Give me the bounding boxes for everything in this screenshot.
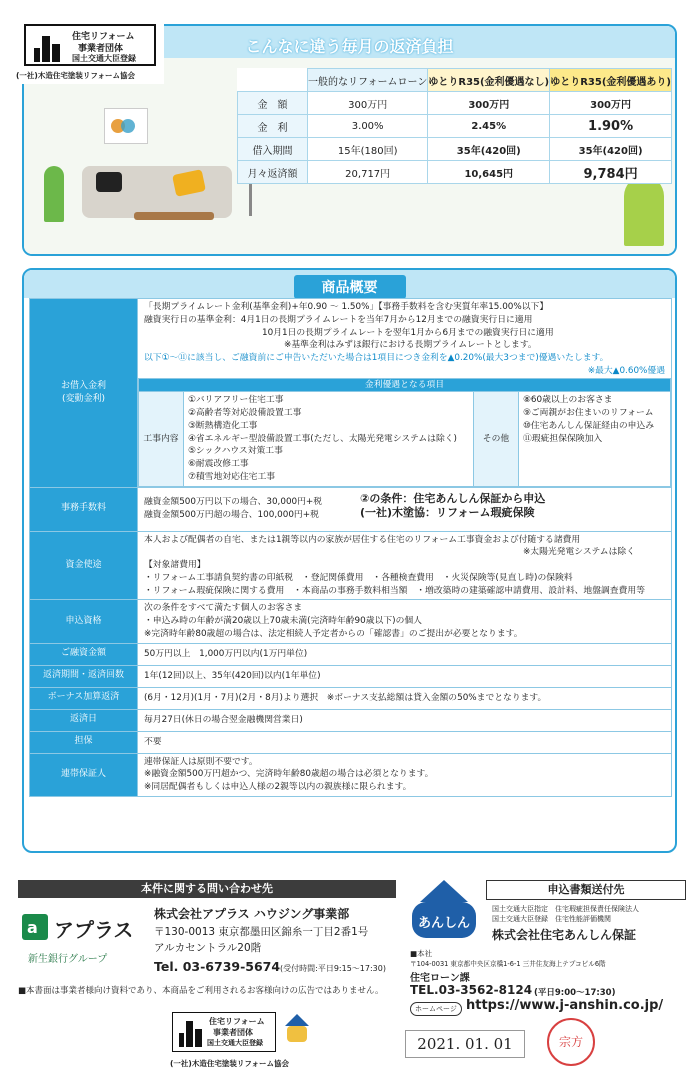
sender-address: 〒104-0031 東京都中央区京橋1-6-1 三井住友海上テプコビル6階 [410, 960, 606, 968]
table-cell: 35年(420回) [550, 138, 672, 161]
list-item: ①バリアフリー住宅工事 [188, 395, 284, 406]
table-row [30, 531, 672, 600]
bonus-value: (6月・12月)(1月・7月)(2月・8月)より選択 ※ボーナス支払総額は貸入金額の50%までとなります。 [138, 687, 672, 709]
logo-line3: 国土交通大臣登録 [207, 1039, 263, 1047]
preferential-table [138, 378, 671, 487]
table-row [30, 687, 672, 709]
table-cell: 2.45% [428, 115, 550, 138]
fee-line: 融資金額500万円超の場合、100,000円+税 [144, 510, 319, 520]
logo-line1: 住宅リフォーム [72, 32, 135, 42]
table-row [30, 665, 672, 687]
overview-table [29, 298, 672, 797]
table-cell: 300万円 [550, 92, 672, 115]
comparison-title: こんなに違う毎月の返済負担 [245, 37, 454, 56]
fee-note-line: ②の条件：住宅あんしん保証から申込 [360, 491, 546, 505]
collateral-label: 担保 [30, 731, 138, 753]
table-cell: 3.00% [308, 115, 428, 138]
rate-value [138, 299, 672, 488]
rate-line: ※基準金利はみずほ銀行における長期プライムレートとします。 [284, 340, 537, 351]
row-label: 金 利 [238, 115, 308, 138]
fee-note [360, 492, 545, 522]
sender-head-office: ■本社 [410, 949, 433, 958]
aplus-logo-icon: a [22, 914, 48, 940]
sender-cert2: 国土交通大臣登録 住宅性能評価機関 [492, 915, 611, 923]
list-item: ⑪瑕疵担保保険加入 [523, 433, 603, 444]
fee-line: 融資金額500万円以下の場合、30,000円+税 [144, 497, 323, 508]
rate-max: ※最大▲0.60%優遇 [587, 365, 665, 376]
row-label: 金 額 [238, 92, 308, 115]
sender-header: 申込書類送付先 [486, 880, 686, 900]
sender-tel: TEL.03-3562-8124 [410, 983, 533, 997]
amount-label: ご融資金額 [30, 643, 138, 665]
table-row [139, 378, 671, 392]
association-logo-box [24, 24, 156, 66]
payday-label: 返済日 [30, 709, 138, 731]
sender-company: 株式会社住宅あんしん保証 [492, 928, 637, 942]
rate-line: 融資実行日の基準金利：4月1日の長期プライムレートを当年7月から12月までの融資実行日に適用 [144, 314, 533, 325]
qual-label: 申込資格 [30, 600, 138, 643]
rate-blue-line: 以下①〜⑪に該当し、ご融資前にご申告いただいた場合は1項目につき金利を▲0.20%(最大3つまで)優遇いたします。 [144, 353, 609, 363]
fee-note-line: (一社)木塗協：リフォーム瑕疵保険 [360, 506, 535, 520]
qual-line: ※完済時年齢80歳超の場合は、法定相続人予定者からの「確認書」のご提出が必要となります。 [144, 628, 523, 639]
cushion [96, 172, 122, 192]
date-box [405, 1030, 525, 1058]
contact-hours: (受付時間:平日9:15〜17:30) [280, 964, 386, 973]
fee-value [138, 487, 672, 531]
use-line: ・リフォーム工事請負契約書の印紙税 ・登記関係費用 ・各種検査費用 ・火災保険等(見直し時)の保険料 [144, 572, 573, 583]
anshin-logo [408, 880, 478, 942]
guarantor-value [138, 753, 672, 796]
work-items [184, 392, 474, 486]
sender-hours: (平日9:00〜17:30) [534, 988, 616, 998]
contact-address1: 〒130-0013 東京都墨田区錦糸一丁目2番1号 [154, 926, 369, 938]
qual-line: ・申込み時の年齢が満20歳以上70歳未満(完済時年齢90歳以下)の個人 [144, 616, 422, 626]
amount-value: 50万円以上 1,000万円以内(1万円単位) [138, 643, 672, 665]
plant-right [624, 176, 664, 246]
column-header: ゆとりR35(金利優遇なし) [428, 69, 550, 92]
wall-art [104, 108, 148, 144]
use-value [138, 531, 672, 600]
payday-value: 毎月27日(休日の場合翌金融機関営業日) [138, 709, 672, 731]
other-label: その他 [474, 392, 519, 486]
sender-brand: あんしん [418, 916, 471, 931]
column-header: ゆとりR35(金利優遇あり) [550, 69, 672, 92]
list-item: ②高齢者等対応設備設置工事 [188, 408, 302, 418]
table-cell: 300万円 [308, 92, 428, 115]
seal-stamp [547, 1018, 595, 1066]
contact-company: 株式会社アプラス ハウジング事業部 [154, 907, 350, 921]
list-item: ⑤シックハウス対策工事 [188, 446, 283, 457]
mascot-icon [282, 1014, 312, 1050]
table-row [30, 731, 672, 753]
work-label: 工事内容 [139, 392, 184, 486]
date-text: 2021. 01. 01 [417, 1035, 513, 1053]
table-row [238, 138, 672, 161]
list-item: ⑨ご両親がお住まいのリフォーム [523, 408, 654, 418]
table-row [30, 709, 672, 731]
table-cell: 300万円 [428, 92, 550, 115]
overview-title: 商品概要 [294, 275, 406, 299]
period-value: 1年(12回)以上、35年(420回)以内(1年単位) [138, 665, 672, 687]
table-cell: 1.90% [550, 115, 672, 138]
other-items [519, 392, 671, 486]
disclaimer: ■本書面は事業者様向け資料であり、本商品をご利用されるお客様向けの広告ではありません。 [18, 986, 384, 996]
comparison-table [237, 68, 672, 184]
rate-label: お借入金利 (変動金利) [30, 299, 138, 488]
association-logo [14, 20, 164, 84]
contact-brand: アプラス [54, 918, 134, 942]
list-item: ⑥耐震改修工事 [188, 459, 249, 469]
use-line: ・リフォーム瑕疵保険に関する費用 ・本商品の事務手数料相当額 ・増改築時の建築確認申請費用、設計料、地盤調査費用等 [144, 585, 645, 596]
table-cell: 20,717円 [308, 161, 428, 184]
table-row [30, 753, 672, 796]
row-label: 借入期間 [238, 138, 308, 161]
guarantor-line: ※同居配偶者もしくは申込人様の2親等以内の親族様に限られます。 [144, 782, 412, 792]
plant-left [44, 166, 64, 222]
logo-line1: 住宅リフォーム [209, 1017, 265, 1026]
rate-line: 「長期プライムレート金利(基準金利)+年0.90 〜 1.50%」【事務手数料を含む実質年率15.00%以下】 [144, 302, 549, 312]
use-line: ※太陽光発電システムは除く [522, 547, 635, 558]
table-row [30, 299, 672, 488]
use-line: 【対象諸費用】 [144, 560, 206, 570]
list-item: ⑦積雪地対応住宅工事 [188, 471, 276, 482]
table-row [238, 161, 672, 184]
row-label: 月々返済額 [238, 161, 308, 184]
table-row [30, 487, 672, 531]
bottom-association-logo [170, 1010, 320, 1076]
logo-line3: 国土交通大臣登録 [72, 54, 136, 63]
homepage-label: ホームページ [410, 1002, 462, 1016]
logo-caption: (一社)木造住宅塗装リフォーム協会 [170, 1059, 289, 1068]
seal-text: 宗方 [558, 1035, 583, 1049]
fee-label: 事務手数料 [30, 487, 138, 531]
logo-caption: (一社)木造住宅塗装リフォーム協会 [16, 71, 135, 80]
association-logo-box [172, 1012, 276, 1052]
table-cell: 10,645円 [428, 161, 550, 184]
use-label: 資金使途 [30, 531, 138, 600]
period-label: 返済期間・返済回数 [30, 665, 138, 687]
collateral-value: 不要 [138, 731, 672, 753]
column-header: 一般的なリフォームローン [308, 69, 428, 92]
table-row [238, 69, 672, 92]
overview-panel [22, 268, 677, 853]
contact-section [18, 880, 396, 1000]
sender-section [408, 878, 688, 1028]
preferential-header: 金利優遇となる項目 [139, 378, 671, 392]
guarantor-line: ※融資金額500万円超かつ、完済時年齢80歳超の場合は必須となります。 [144, 769, 434, 780]
contact-address2: アルカセントラル20階 [154, 942, 262, 954]
guarantor-line: 連帯保証人は原則不要です。 [144, 756, 258, 767]
sender-cert1: 国土交通大臣指定 住宅瑕疵担保責任保険法人 [492, 905, 639, 913]
list-item: ③断熱構造化工事 [188, 420, 258, 431]
contact-header: 本件に関する問い合わせ先 [18, 880, 396, 898]
contact-group: 新生銀行グループ [28, 954, 108, 965]
table-row [30, 643, 672, 665]
table-row [238, 92, 672, 115]
table-row [139, 392, 671, 486]
table-cell: 9,784円 [550, 161, 672, 184]
guarantor-label: 連帯保証人 [30, 753, 138, 796]
contact-tel: Tel. 03-6739-5674 [154, 959, 281, 974]
list-item: ⑧60歳以上のお客さま [523, 395, 613, 406]
table-row [238, 115, 672, 138]
use-line: 本人および配偶者の自宅、または1親等以内の家族が居住する住宅のリフォーム工事資金および付随する諸費用 [144, 534, 581, 545]
sender-url[interactable]: https://www.j-anshin.co.jp/ [466, 998, 664, 1013]
sender-dept: 住宅ローン課 [410, 973, 470, 984]
qual-line: 次の条件をすべて満たす個人のお客さま [144, 603, 303, 614]
coffee-table [134, 212, 214, 220]
corner-cell [238, 69, 308, 92]
list-item: ④省エネルギー型設備設置工事(ただし、太陽光発電システムは除く) [188, 433, 457, 444]
table-cell: 35年(420回) [428, 138, 550, 161]
table-row [30, 600, 672, 643]
rate-line: 10月1日の長期プライムレートを翌年1月から6月までの融資実行日に適用 [262, 327, 554, 338]
logo-line2: 事業者団体 [213, 1028, 253, 1037]
overview-title-bar [24, 270, 675, 298]
bonus-label: ボーナス加算返済 [30, 687, 138, 709]
table-cell: 15年(180回) [308, 138, 428, 161]
qual-value [138, 600, 672, 643]
logo-line2: 事業者団体 [78, 44, 124, 54]
list-item: ⑩住宅あんしん保証経由の申込み [523, 420, 655, 431]
